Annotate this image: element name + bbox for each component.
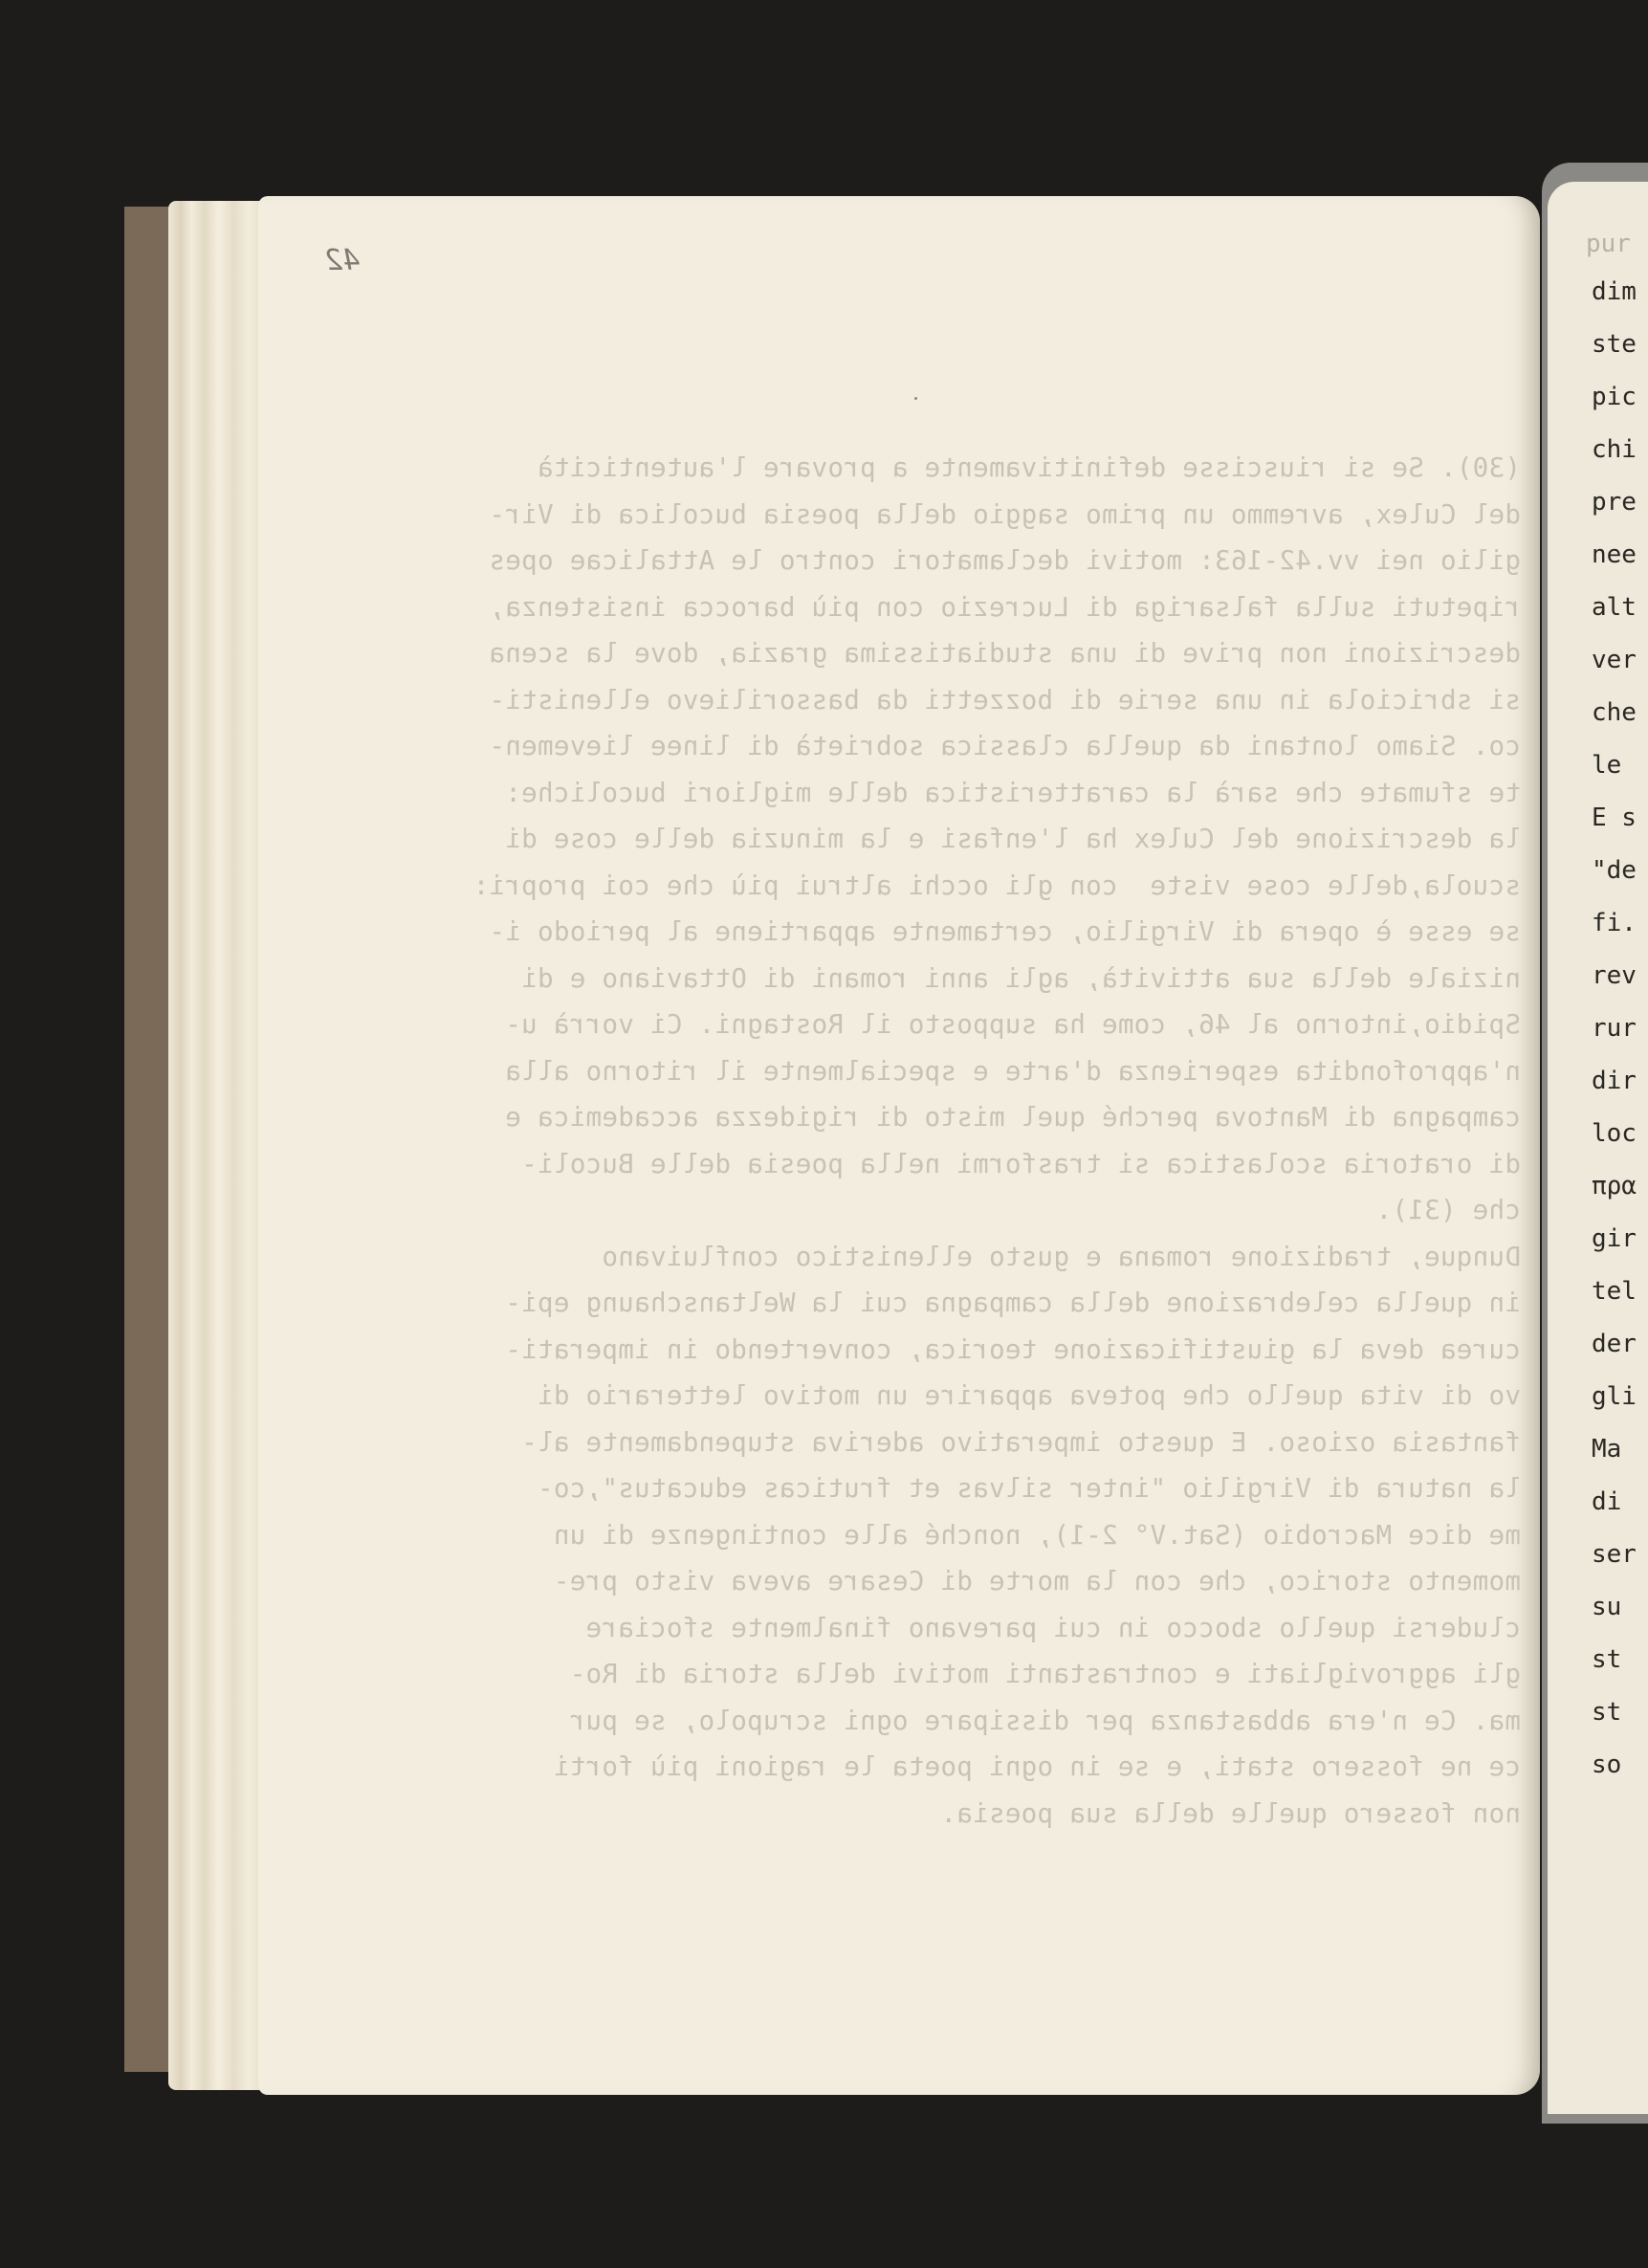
right-page-fragment: ver [1592,646,1637,674]
right-page-fragment: pic [1592,383,1637,411]
text-line: la natura di Virgilio "inter silvas et fruticas educatus",co- [537,1473,1521,1504]
text-line: Spidio,intorno al 46, come ha supposto il Rostagni. Ci vorrà u- [505,1009,1521,1040]
text-line: scuola,delle cose viste con gli occhi altrui più che coi propri: [472,870,1521,901]
right-page-fragment: Ma [1592,1435,1622,1464]
right-page-fragment: fi. [1592,909,1637,937]
text-line: campagna di Mantova perché quel misto di rigidezza accademica e [505,1102,1521,1133]
text-line: n'approfondita esperienza d'arte e specialmente il ritorno alla [505,1055,1521,1087]
text-line: co. Siamo lontani da quella classica sobrietà di linee lievemen- [489,731,1521,761]
right-page-fragment: nee [1592,540,1637,569]
right-page-fragment: pre [1592,488,1637,517]
text-line: fantasia ozioso. E questo imperativo aderiva stupendamente al- [520,1426,1521,1458]
right-page-fragment: der [1592,1330,1637,1358]
text-line: del Culex, avremmo un primo saggio della poesia bucolica di Vir- [489,498,1521,530]
text-line: vo di vita quello che poteva apparire un motivo letterario di [537,1380,1521,1411]
right-page-fragment: loc [1592,1119,1637,1148]
text-line: te sfumate che sarà la caratteristica delle migliori bucoliche: [505,777,1521,808]
right-page-fragment: so [1592,1751,1622,1779]
right-page-fragment: che [1592,698,1637,727]
right-page-fragment: st [1592,1698,1622,1727]
text-line: si sbriciola in una serie di bozzetti da bassorilievo ellenisti- [489,684,1521,716]
text-line: momento storico, che con la morte di Cesare aveva visto pre- [553,1566,1521,1596]
right-page-fragment: st [1592,1645,1622,1674]
text-line: se esse è opera di Virgilio, certamente appartiene al periodo i- [489,916,1521,947]
text-line: di oratoria scolastica si trasformi nella poesia delle Bucoli- [520,1148,1521,1179]
right-page-fragment: E s [1592,804,1637,832]
right-page-fragment: alt [1592,593,1637,622]
right-page-fragment: rur [1592,1014,1637,1043]
right-page-fragment: "de [1592,856,1637,885]
text-line: (30). Se si riuscisse definitivamente a provare l'autenticità [537,452,1521,483]
text-line: ce ne fossero stati, e se in ogni poeta le ragioni più forti [553,1751,1521,1782]
right-page-fragment: dim [1592,277,1637,306]
right-page-fragment: ser [1592,1540,1637,1569]
text-line: descrizioni non prive di una studiatissima grazia, dove la scena [489,638,1521,669]
right-page-fragment: chi [1592,435,1637,464]
right-page-fragment: su [1592,1593,1622,1621]
page-number: 42 [325,244,361,277]
text-line: curea deva la giustificazione teorica, convertendo in imperati- [505,1333,1521,1365]
text-line: gilio nei vv.42-163: motivi declamatori contro le Attalicae opes [489,545,1521,576]
text-line: gli aggrovigliati e contrastanti motivi della storia di Ro- [569,1659,1521,1689]
bleed-through-text [344,445,1521,1837]
text-line: ma. Ce n'era abbastanza per dissipare ogni scrupolo, se pur [569,1705,1521,1736]
right-page-fragment: di [1592,1487,1622,1516]
text-line: me dice Macrobio (Sat.V° 2-1), nonché alle contingenze di un [553,1519,1521,1551]
right-page-fragment: ste [1592,330,1637,359]
book-spine [124,207,174,2072]
text-line: che (31). [1375,1195,1521,1225]
text-line: Dunque, tradizione romana e gusto ellenistico confluivano [602,1241,1521,1272]
right-page-fragment: gli [1592,1382,1637,1411]
right-page [1548,182,1648,2114]
text-line: in quella celebrazione della campagna cui la Weltanschaung epi- [505,1288,1521,1318]
right-page-fragment: πρα [1592,1172,1637,1200]
text-line: la descrizione del Culex ha l'enfasi e la minuzia delle cose di [505,824,1521,854]
text-line: ripetuti sulla falsariga di Lucrezio con più barocca insistenza, [489,591,1521,623]
right-page-fragment: pur [1586,230,1631,258]
right-page-fragment: le [1592,751,1622,780]
ink-dot [914,397,917,400]
text-line: non fossero quelle della sua poesia. [940,1797,1521,1829]
right-page-fragment: tel [1592,1277,1637,1306]
right-page-fragment: rev [1592,961,1637,990]
text-line: niziale della sua attività, agli anni romani di Ottaviano e di [520,962,1521,994]
right-page-fragment: dir [1592,1067,1637,1095]
text-line: cludersi quello sbocco in cui parevano finalmente sfociare [585,1612,1521,1643]
right-page-fragment: gir [1592,1224,1637,1253]
